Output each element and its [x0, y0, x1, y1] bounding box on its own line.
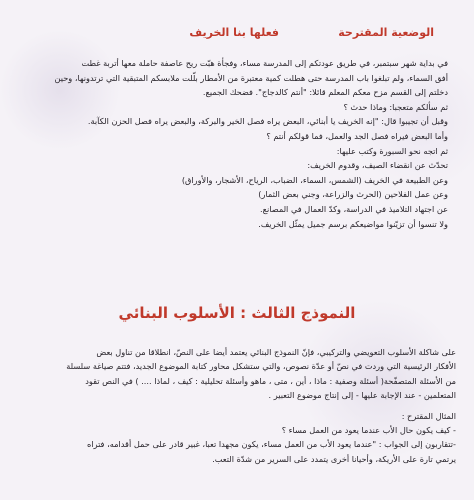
paragraph-line: تحدّث عن انقضاء الصيف، وقدوم الخريف:	[307, 160, 448, 171]
paragraph-line: أفق السماء، ولم تبلغوا باب المدرسة حتى هطلت كمية معتبرة من الأمطار بلّلت ملابسكم المتبقية التي ترتدونها، وحين	[54, 72, 448, 83]
paragraph-line: وقبل أن تجيبوا قال: "إنه الخريف يا أبنائي، البعض يراه فصل الخير والبركة، والبعض يراه فصل الحزن الكآبة.	[87, 116, 448, 127]
paragraph-line: وعن الطبيعة في الخريف (الشمس، السماء، الضباب، الرياح، الأشجار، والأوراق)	[181, 174, 448, 185]
page-header	[0, 26, 474, 46]
paragraph-line: دخلتم إلى القسم مزح معكم المعلم قائلا: "أنتم كالدجاج". فضحك الجميع.	[202, 87, 448, 98]
paragraph-line: وعن عمل الفلاحين (الحرث والزراعة، وجني بعض الثمار)	[258, 189, 448, 200]
paragraph-line: الأفكار الرئيسية التي وردت في نصّ أو عدّة نصوص، والتي ستشكل محاور كتابة الموضوع الجديد، فتتم صياغة سلسلة	[66, 361, 456, 372]
example-answer-line: يرتمي تارة على الأريكة، وأحيانا أخرى يتمدد على السرير من شدّة التعب.	[212, 453, 456, 464]
paragraph-line: على شاكلة الأسلوب التعويضي والتركيبي، فإنّ النموذج البنائي يعتمد أيضا على النصّ، انطلاقا من تناول بعض	[96, 347, 456, 357]
paragraph-line: ولا تنسوا أن تزيّنوا مواضيعكم برسم جميل يمثّل الخريف.	[258, 218, 448, 229]
section-title: النموذج الثالث : الأسلوب البنائي	[118, 304, 356, 322]
paragraph-line: وأما البعض فيراه فصل الجد والعمل، فما قولكم أنتم ؟	[266, 130, 448, 141]
paragraph-line: عن اجتهاد التلاميذ في الدراسة، وكدّ العمال في المصانع.	[260, 203, 448, 214]
paragraph-line: في بداية شهر سبتمبر، في طريق عودتكم إلى المدرسة مساء، وفجأة هبّت ريح عاصفة حاملة معها أتربة غطت	[81, 58, 448, 68]
paragraph-line: ثم اتجه نحو السبورة وكتب عليها:	[336, 145, 448, 156]
example-question: - كيف يكون حال الأب عندما يعود من العمل مساء ؟	[281, 425, 456, 436]
suggested-situation-text	[18, 56, 448, 231]
example-answer-line: -تتقاربون إلى الجواب : "عندما يعود الأب من العمل مساء، يكون مجهدا تعبا، غبير قادر على حمل أقدامه، فتراه	[87, 439, 456, 450]
paragraph-line: ثم سألكم متعجبا: وماذا حدث ؟	[343, 101, 448, 112]
paragraph-line: المتعلمين - عند الإجابة عليها - إلى إنتاج موضوع التعبير .	[268, 390, 456, 401]
header-left-title: فعلها بنا الخريف	[189, 26, 279, 39]
header-right-title: الوضعية المقترحة	[338, 26, 434, 39]
example-label: المثال المقترح :	[401, 410, 456, 421]
paragraph-line: من الأسئلة المتصفّحة( أسئلة وصفية : ماذا ، أين ، متى ، ماهو وأسئلة تحليلية : كيف ، لماذا .... ) في النص تقود	[85, 375, 456, 386]
constructive-model-text	[16, 345, 456, 466]
